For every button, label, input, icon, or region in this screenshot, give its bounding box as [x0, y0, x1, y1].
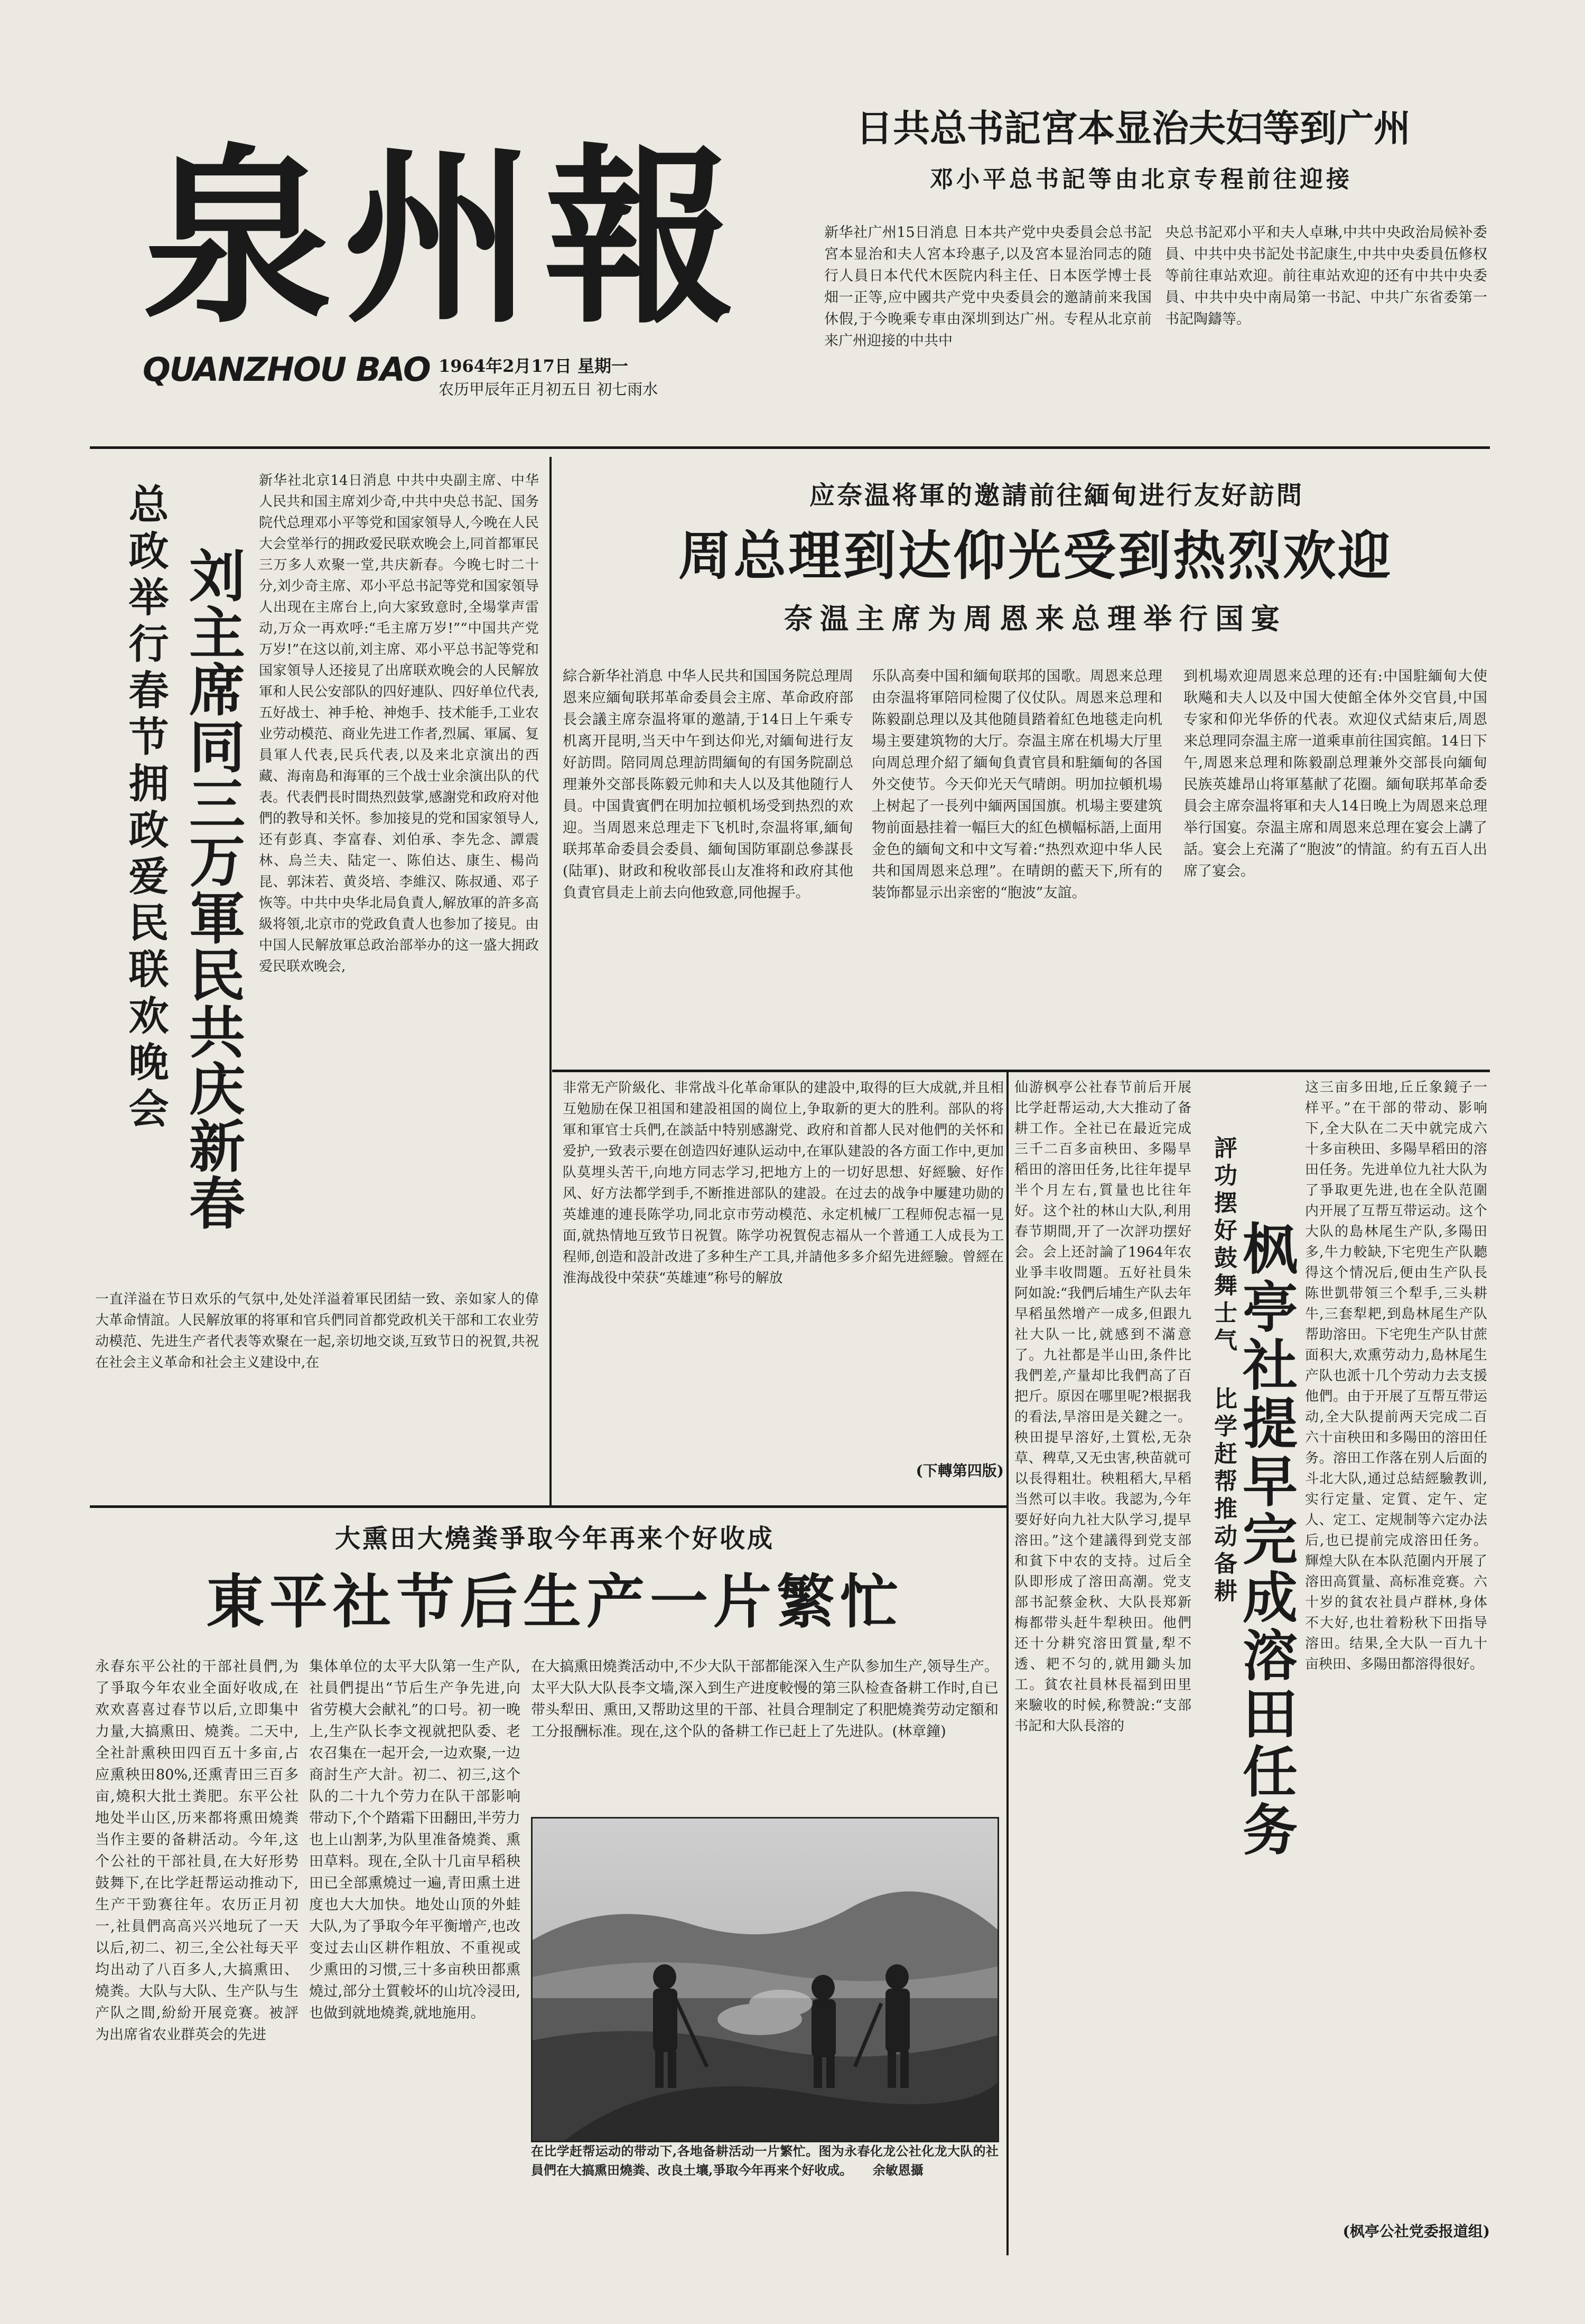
middle-right-rule: [1006, 1072, 1009, 2255]
liu-continuation: 非常无产阶級化、非常战斗化革命軍队的建設中,取得的巨大成就,并且相互勉励在保卫祖国和建設祖国的崗位上,争取新的更大的胜利。部队的将軍和軍官士兵們,在談話中特别感謝党、政府和首都人民对他們的关怀和爱护,一致表示要在创造四好連队运动中,在軍队建設的各方面工作中,更加队莫埋头苦干,向地方同志学习,把地方上的一切好思想、好經驗、好作风、好方法都学到手,不断推进部队的建設。在过去的战争中屢建功勋的英雄連的連長陈学功,同北京市劳动模范、永定机械厂工程师倪志福一見面,就热情地互致节日祝賀。陈学功祝賀倪志福从一个普通工人成長为工程师,创造和設計改进了多种生产工具,并請他多多介紹先进經驗。曾經在淮海战役中荣获“英雄連”称号的解放: [563, 1080, 1004, 1286]
masthead-rule: [90, 446, 1490, 449]
liu-col-top: 新华社北京14日消息 中共中央副主席、中华人民共和国主席刘少奇,中共中央总书記、国务院代总理邓小平等党和国家領导人,今晚在人民大会堂举行的拥政爱民联欢晚会上,同首都軍民三万多人欢聚一堂,共庆新春。今晚七时二十分,刘少奇主席、邓小平总书記等党和国家領导人出现在主席台上,向大家致意时,全場掌声雷动,万众一再欢呼:“毛主席万岁!”“中国共产党万岁!”在这以前,刘主席、邓小平总书記等党和国家領导人还接見了出席联欢晚会的人民解放軍和人民公安部队的四好連队、四好单位代表,五好战士、神手枪、神炮手、技术能手,工业农业劳动模范、商业先进工作者,烈属、軍属、复員軍人代表,民兵代表,以及来北京演出的西藏、海南島和海軍的三个战士业余演出队的代表。代表們長时間热烈鼓掌,感謝党和政府对他們的教导和关怀。参加接見的党和国家領导人,还有彭真、李富春、刘伯承、李先念、譚震林、烏兰夫、陆定一、陈伯达、康生、楊尚昆、郭沫若、黄炎培、李維汉、陈叔通、邓子恢等。中共中央华北局負責人,解放軍的許多高級将領,北京市的党政負責人也参加了接見。由中国人民解放軍总政治部举办的这一盛大拥政爱民联欢晚会,: [259, 473, 539, 974]
fengting-col1: 仙游枫亭公社春节前后开展比学赶帮运动,大大推动了备耕工作。全社已在最近完成三千二百多亩秧田、多陽旱稻田的溶田任务,比往年提早半个月左右,質量也比往年好。这个社的林山大队,利用春节期間,开了一次評功摆好会。会上还討論了1964年农业爭丰收問題。五好社員朱阿如說:“我們后埔生产队去年早稻虽然增产一成多,但跟九社大队一比,就感到不滿意了。九社都是半山田,条件比我們差,产量却比我們高了百把斤。原因在哪里呢?根据我的看法,旱溶田是关鍵之一。秧田提早溶好,土質松,无杂草、稗草,又无虫害,秧苗就可以長得粗壮。秧粗稻大,早稻当然可以丰收。我認为,今年要好好向九社大队学习,提早溶田。”这个建議得到党支部和貧下中农的支持。过后全队即形成了溶田高潮。党支部书記蔡金秋、大队長郑新梅都带头赶牛犁秧田。他們还十分耕究溶田質量,犁不透、耙不匀的,就用鋤头加工。貧农社員林長福到田里来驗收的时候,称赞說:“支部书記和大队長溶的: [1014, 1080, 1191, 1734]
photo-caption: [531, 2142, 999, 2208]
zhou-col3: 到机場欢迎周恩来总理的还有:中国駐緬甸大使耿飚和夫人以及中国大使館全体外交官員,中国专家和仰光华侨的代表。欢迎仪式結束后,周恩来总理同奈温主席一道乘車前往国宾館。14日下午,周恩来总理和陈毅副总理兼外交部長向緬甸民族英雄昂山将軍墓献了花圈。緬甸联邦革命委員会主席奈温将軍和夫人14日晚上为周恩来总理举行国宴。奈温主席和周恩来总理在宴会上講了話。宴会上充滿了“胞波”的情誼。約有五百人出席了宴会。: [1183, 668, 1487, 879]
zhou-col2: 乐队高奏中国和緬甸联邦的国歌。周恩来总理由奈温将軍陪同检閱了仪仗队。周恩来总理和陈毅副总理以及其他随員踏着紅色地毯走向机場主要建筑物的大厅。奈温主席在机場大厅里向周总理介紹了緬甸負責官員和駐緬甸的各国外交使节。今天仰光天气晴朗。明加拉頓机場上树起了一長列中緬两国国旗。机場主要建筑物前面悬挂着一幅巨大的紅色横幅标語,上面用金色的緬甸文和中文写着:“热烈欢迎中华人民共和国周恩来总理”。在晴朗的藍天下,所有的装饰都显示出亲密的“胞波”友誼。: [872, 668, 1162, 901]
dongping-col2: 集体单位的太平大队第一生产队,社員們提出“节后生产争先进,向省劳模大会献礼”的口号。初一晚上,生产队长李文视就把队委、老农召集在一起开会,一边欢聚,一边商討生产大計。初二、初三,这个队的二十九个劳力在队干部影响带动下,个个踏霜下田翻田,半劳力也上山割茅,为队里准备燒粪、熏田草料。现在,全队十几亩早稻秧田已全部熏燒过一遍,青田熏土进度也大大加快。地处山顶的外蛙大队,为了爭取今年平衡增产,也改变过去山区耕作粗放、不重视或少熏田的习惯,三十多亩秧田都熏燒过,部分土質較坏的山坑冷浸田,也做到就地燒粪,就地施用。: [309, 1658, 520, 2021]
fengting-byline: (枫亭公社党委报道组): [1342, 2223, 1490, 2240]
top-headline: 日共总书記宮本显治夫妇等到广州: [856, 107, 1411, 150]
farm-photo: [531, 1817, 999, 2142]
zhou-kicker: 应奈温将軍的邀請前往緬甸进行友好訪問: [809, 481, 1304, 510]
farm-photo-image: [533, 1819, 997, 2141]
dongping-headline: 東平社节后生产一片繁忙: [206, 1568, 903, 1636]
middle-bottom-rule: [90, 1505, 1006, 1508]
zhou-subhead: 奈温主席为周恩来总理举行国宴: [784, 602, 1287, 635]
fengting-kicker: 評功摆好鼓舞士气 比学赶帮推动备耕: [1210, 1136, 1237, 1606]
dongping-col1: 永春东平公社的干部社員們,为了爭取今年农业全面好收成,在欢欢喜喜过春节以后,立即集中力量,大搞熏田、燒粪。二天中,全社計熏秧田四百五十多亩,占应熏秧田80%,还熏青田三百多亩,燒积大批土粪肥。东平公社地处半山区,历来都将熏田燒粪当作主要的备耕活动。今年,这个公社的干部社員,在大好形势鼓舞下,在比学赶帮运动推动下,生产干勁赛往年。农历正月初一,社員們高高兴兴地玩了一天以后,初二、初三,全公社每天平均出动了八百多人,大搞熏田、燒粪。大队与大队、生产队与生产队之間,紛紛开展竞赛。被評为出席省农业群英会的先进: [95, 1658, 299, 2043]
dongping-kicker: 大熏田大燒粪爭取今年再来个好收成: [334, 1524, 775, 1553]
lunar-date: 农历甲辰年正月初五日 初七雨水: [439, 380, 658, 398]
zhou-col1: 綜合新华社消息 中华人民共和国国务院总理周恩来应緬甸联邦革命委員会主席、革命政府部長会議主席奈温将軍的邀請,于14日上午乘专机离开昆明,当天中午到达仰光,对緬甸进行友好訪問。陪同周总理訪問緬甸的有国务院副总理兼外交部長陈毅元帅和夫人以及其他随行人員。中国貴賓們在明加拉頓机场受到热烈的欢迎。当周恩来总理走下飞机时,奈温将軍,緬甸联邦革命委員会委員、緬甸国防軍副总參謀長(陆軍)、財政和稅收部長山友准将和政府其他負責官員走上前去向他致意,同他握手。: [563, 668, 853, 901]
liu-kicker: 总政举行春节拥政爱民联欢晚会: [122, 483, 169, 1134]
photo-caption-text: 在比学赶帮运动的带动下,各地备耕活动一片繁忙。图为永春化龙公社化龙大队的社員們在大搞熏田燒粪、改良土壤,爭取今年再来个好收成。: [531, 2143, 999, 2178]
fengting-col2: 这三亩多田地,丘丘象鏡子一样平。”在干部的带动、影响下,全大队在二天中就完成六十多亩秧田、多陽旱稻田的溶田任务。先进单位九社大队为了爭取更先进,也在全队范圍内开展了互帮互带运动。这个大队的島林尾生产队,多陽田多,牛力較缺,下宅兜生产队聽得这个情况后,便由生产队長陈世凱带領三个犁手,三头耕牛,三套犁耙,到島林尾生产队帮助溶田。下宅兜生产队甘蔗面积大,欢熏劳动力,島林尾生产队也派十几个劳动力去支援他們。由于开展了互帮互带运动,全大队提前两天完成二百六十亩秧田和多陽田的溶田任务。溶田工作落在别人后面的斗北大队,通过总結經驗教训,实行定量、定質、定午、定人、定工、定规制等六定办法后,也已提前完成溶田任务。輝煌大队在本队范圍内开展了溶田高質量、高标准竞赛。六十岁的貧农社員卢群林,身体不大好,也壮着粉秋下田指导溶田。结果,全大队一百九十亩秧田、多陽田都溶得很好。: [1305, 1080, 1487, 1672]
dongping-col3-text: 在大搞熏田燒粪活动中,不少大队干部都能深入生产队参加生产,领导生产。太平大队大队長李文墙,深入到生产进度較慢的第三队检查备耕工作时,自已带头犁田、熏田,又帮助这里的干部、社員合理制定了积肥燒粪劳动定額和工分报酬标准。现在,这个队的备耕工作已赶上了先进队。(林章鐘): [531, 1658, 999, 1740]
issue-date: 1964年2月17日 星期一: [439, 356, 629, 376]
continued-note: (下轉第四版): [916, 1462, 1004, 1479]
top-story-col2: 央总书記邓小平和夫人卓琳,中共中央政治局候补委員、中共中央书記处书記康生,中共中央委員伍修权等前往車站欢迎。前往車站欢迎的还有中共中央委員、中共中央中南局第一书記、中共广东省委第一书記陶鑄等。: [1165, 224, 1487, 327]
masthead-title: 泉州報: [143, 126, 745, 349]
top-story-col1: 新华社广州15日消息 日本共产党中央委員会总书記宮本显治和夫人宮本玲惠子,以及宮本显治同志的随行人員日本代代木医院内科主任、日本医学博士長畑一正等,应中國共产党中央委員会的邀請前来我国休假,于今晚乘专車由深圳到达广州。专程从北京前来广州迎接的中共中: [824, 224, 1152, 349]
left-column-rule: [549, 457, 552, 1508]
zhou-bottom-rule: [552, 1070, 1490, 1072]
liu-headline: 刘主席同三万軍民共庆新春: [180, 547, 245, 1231]
dongping-col3a: [531, 1656, 999, 1814]
liu-col-bottom: 一直洋溢在节日欢乐的气氛中,处处洋溢着軍民团結一致、亲如家人的偉大革命情誼。人民解放軍的将軍和官兵們同首都党政机关干部和工农业劳动模范、先进生产者代表等欢聚在一起,亲切地交谈,互致节日的祝賀,共祝在社会主义革命和社会主义建设中,在: [95, 1291, 539, 1371]
top-subhead: 邓小平总书記等由北京专程前往迎接: [930, 166, 1353, 193]
zhou-headline: 周总理到达仰光受到热烈欢迎: [678, 525, 1393, 587]
photo-credit: 余敏恩攝: [872, 2162, 924, 2178]
fengting-headline: 枫亭社提早完成溶田任务: [1233, 1220, 1298, 1859]
masthead-pinyin: QUANZHOU BAO: [143, 350, 430, 389]
